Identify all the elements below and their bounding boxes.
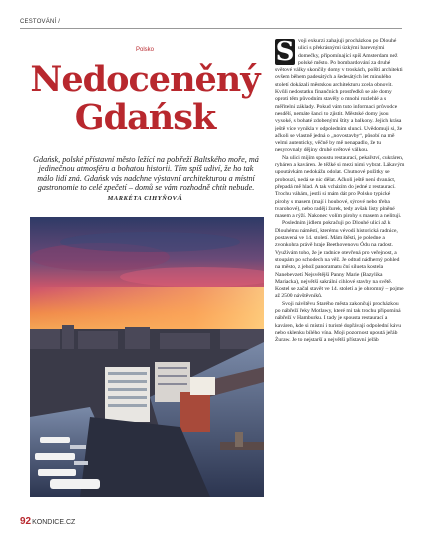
article-title-line1: Nedoceněný bbox=[30, 59, 260, 100]
article-body bbox=[275, 38, 405, 504]
body-paragraph: Svoji návštěvu Starého města zakončuji procházkou po nábřeží řeky Motlawy, které mi tak trochu připomíná nábřeží v Hamburku. I tady je spousta restaurací a kaváren, kde si místní i turisté dopřávají odpolední kávu nebo sklenku bílého vína. Moji pozornost upoutá jeřáb Żuraw. Je to nejstarší a největší přístavní jeřáb bbox=[275, 300, 401, 344]
body-paragraph bbox=[275, 38, 405, 155]
header-divider bbox=[20, 28, 402, 29]
gdansk-waterfront-photo bbox=[30, 217, 264, 497]
drop-cap: S bbox=[275, 38, 295, 67]
article-lede: Gdańsk, polské přístavní město ležící na pobřeží Baltského moře, má jedinečnou atmosféru a bohatou historii. Tím spíš udiví, že ho tak málo lidí zná. Gdańsk vás nadchne výstavní architekturou a místní gastronomie to celé zpečetí – domů se vám rozhodně chtít nebude. bbox=[33, 155, 259, 192]
site-name: KONDICE.CZ bbox=[32, 519, 76, 526]
page-number: 92 bbox=[20, 516, 32, 527]
body-paragraph-text: voji exkurzi zahajuji procházkou po Dlouhé ulici s překrásnými úzkými barevnými domečky, připomínající spíš Amsterdam než polské město. Po bombardování za druhé světové války skončily domy v troskách, polští architekti ovšem během padesátých a šedesátých let minulého století dokázali městskou architekturu zcela obnovit. Kvůli nedostatku finančních prostředků se ale domy oproti těm původním stavěly o mnohi rozlehlé a s měřitelní základy. Pokud vám tuto informaci průvodce nesdělí, nemáte šanci to zjistit. Městské domy jsou vysoké, s bohaté zdobenými štíty a balkony. Jejich krása ještě více vynikla v odpoledním slunci. Uvědomuji si, že ačkoli se vlastně jedná o „novostavby“, působí na mě velmi autenticky, věčně by mě nenapadlo, že tu nesyrovnaly dějiny druhé světové válkou. bbox=[275, 38, 403, 154]
article-author: MARKÉTA CIHYŇOVÁ bbox=[107, 195, 183, 202]
article-kicker: Polsko bbox=[135, 47, 154, 53]
article-title-line2: Gdańsk bbox=[74, 97, 216, 138]
section-label: CESTOVÁNÍ / bbox=[20, 19, 61, 25]
body-paragraph: Posledním jídlem pokračuji po Dlouhé ulici až k Dlouhému náměstí, kterému vévodí historická radnice, postavená ve 14. století. Mám štěstí, je poledne a zvonkohra právě hraje Beethovenovu Ódu na radost. Využívám toho, že je radnice otevřená pro veřejnost, a stoupám po schodech na věž. Je odtud nádherný pohled na město, z jehož panoramatu ční silueta kostela Nanebevzetí Nejsvětější Panny Marie (Bazylika Mariacka), největší sakrální cihlové stavby na světě. Kostel se začal stavět ve 14. století a je ohromný – pojme až 2500 návštěvníků. bbox=[275, 220, 404, 300]
body-paragraph: Na ulici mijím spoustu restaurací, pekařství, cukráren, rybáren a kaváren. Je těžké si mezi nimi vybrat. Lákavým upoutávkám nedokážu odolat. Chutnové požitky se probouzí, nedá se nic dělat. Ačkoli ještě není dvanáct, přepadá mě hlad. A tak vcházím do jedné z restaurací. Trochu váhám, jestli si mám dát pro Polsko typické pirohy s masem (mají i houbové, sýrové nebo třeba tvarohové), nebo raději žurek, tedy avšak listy plněné masem a rýží. Nakonec volím pirohy s masem a nelituji. bbox=[275, 154, 405, 220]
page-footer bbox=[20, 516, 75, 527]
